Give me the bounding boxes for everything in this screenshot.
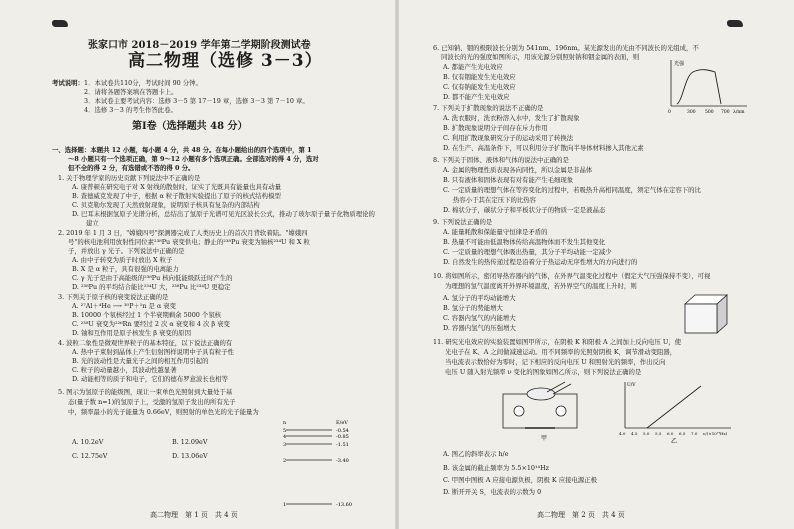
q11-voltage-chart (615, 378, 735, 444)
level-n: 1 (283, 502, 287, 508)
q6-stem: 同波长的光的强度如图所示，用该光源分别照射钠和铟金属的表面，则 (441, 53, 640, 61)
fig-yi-label: 乙 (671, 438, 678, 444)
q11-option: C. 甲图中图极 A 应接电源负极，阴极 K 应接电源正极 (443, 476, 598, 484)
level-n-header: n (283, 420, 287, 426)
q2-stem: 子，并放出 γ 光子。下列说法中正确的是 (68, 247, 185, 255)
q5-option: C. 12.75eV (72, 452, 108, 460)
chart-xtick: 6.5 (679, 431, 686, 436)
q4-option: A. 热中子束射到晶体上产生衍射图样说明中子具有粒子性 (72, 348, 235, 356)
note-line: 4．选修 3－3 的考生作答此卷。 (84, 106, 177, 114)
energy-value: -0.54 (336, 428, 349, 434)
chart-xtick: 700 (721, 110, 730, 115)
q11-stem: 11. 研究光电效应的实验装置如图甲所示，在阴极 K 和阳极 A 之间加上反向电压 U，使 (433, 338, 682, 346)
instruction-line: 一、选择题：本题共 12 小题，每小题 4 分，共 48 分。在每小题给出的四个选项中，第 1 (52, 146, 312, 154)
chart-xtick: 5.0 (643, 431, 650, 436)
q8-option-cont: 热容小于其在定压下的比热容 (453, 196, 537, 204)
q3-stem: 3. 下列关于原子核的衰变说法正确的是 (58, 293, 169, 301)
level-n: 3 (283, 442, 287, 448)
q6-stem: 6. 已知钠、铟的极限波长分别为 541nm、196nm。某光源发出的光由不同波长的光组成，不 (433, 44, 699, 52)
q2-stem: 号"的核电池利用放射性同位素²³⁸Pu 衰变供电；静止的²³⁸Pu 衰变为铀核²³⁴U 和 X 粒 (68, 238, 310, 246)
q3-option: B. 10000 个氡核经过 1 个半衰期剩余 5000 个氡核 (72, 311, 222, 319)
chart-xtick: 0 (668, 110, 671, 115)
chart-xunit: λ/nm (733, 110, 745, 115)
subject-title: 高二物理（选修 3－3） (128, 51, 323, 71)
chart-xlabel: ν/(×10¹⁴Hz) (703, 431, 728, 436)
q2-option: D. ²³⁸Pu 的平均结合能比²³⁴U 大，²³⁸Pu 比²³⁴U 更稳定 (72, 283, 231, 291)
right-page (397, 0, 794, 529)
instruction-line: ～8 小题只有一个选项正确，第 9～12 小题有多个选项正确。全部选对的得 4 分，选对 (68, 155, 319, 163)
q9-stem: 9. 下列说法正确的是 (433, 218, 493, 226)
chart-xtick: 300 (687, 110, 696, 115)
instruction-line: 但不全的得 2 分，有选错或不答的得 0 分。 (68, 164, 195, 172)
fig-jia-label: 甲 (541, 435, 548, 442)
q5-option: A. 10.2eV (72, 438, 104, 446)
q8-option: A. 金属的物理性质表现各向同性，所以金属是非晶体 (443, 166, 593, 174)
q4-option: C. 粒子的动量越小，其波动性越显著 (72, 366, 177, 374)
q8-stem: 8. 下列关于固体、液体和气体的说法中正确的是 (433, 156, 569, 164)
q7-option: A. 洗衣服时，洗衣粉溶入水中，发生了扩散现象 (443, 114, 580, 122)
q5-stem: 态(量子数 n=1)的氢原子上，受激的氢原子发出的所有光子 (68, 398, 236, 406)
q4-option: D. 动能相等的质子和电子，它们的德布罗意波长也相等 (72, 375, 228, 383)
q8-option: D. 棉状分子，碳状分子和平板状分子的物质一定是液晶态 (443, 206, 606, 214)
corner-mark-icon (727, 20, 743, 27)
chart-xtick: 500 (705, 110, 714, 115)
q1-option-cont: 建立 (86, 219, 99, 227)
q10-option: B. 氢分子的势能增大 (443, 304, 503, 312)
q10-option: D. 容器内氢气的压强增大 (443, 324, 516, 332)
level-n: 4 (283, 434, 287, 440)
q5-option: D. 13.06eV (172, 452, 208, 460)
note-line: 2．请将各题答案填在答题卡上。 (84, 88, 178, 96)
chart-xtick: 6.0 (667, 431, 674, 436)
level-n: 5 (283, 428, 287, 434)
q6-option: B. 仅有铟能发生光电效应 (443, 73, 516, 81)
q10-container-cube (681, 292, 731, 336)
q11-option: A. 图乙的斜率表示 h/e (443, 450, 509, 458)
q4-option: B. 光的波动性是大量光子之间的相互作用引起的 (72, 357, 209, 365)
q7-stem: 7. 下列关于扩散现象的说法不正确的是 (433, 104, 544, 112)
q11-stem: 光电子在 K、A 之间做减速运动。用不同频率的光照射阴极 K，调节滑动变阻器， (445, 348, 677, 356)
energy-value: -3.40 (336, 458, 349, 464)
page-footer: 高二物理 第 1 页 共 4 页 (150, 511, 238, 519)
q10-stem: 10. 将如图所示，密闭导热容器内的气体，在外界气温变化过程中（假定大气压强保持不变），可视 (433, 272, 711, 280)
q11-option: B. 该金属的截止频率为 5.5×10¹⁴Hz (443, 464, 550, 472)
q9-option: C. 一定质量的理想气体吸出热量，其分子平均动能一定减少 (443, 248, 612, 256)
q1-option: D. 巴耳末根据氢原子光谱分析，总结出了氢原子光谱可见光区波长公式，推动了玻尔原子量子化物质理论的 (72, 210, 375, 218)
q1-stem: 1. 关于物理学家的历史贡献下列说法中不正确的是 (58, 174, 201, 182)
q5-stem: 中，频率最小的光子能量为 0.66eV，则照射的单色光的光子能量为 (68, 408, 259, 416)
q10-stem: 为理想的氢气温度离开外界环境温度，若外界空气的温度上升时，则 (445, 282, 637, 290)
q3-option: C. ²³⁸U 衰变为²²⁶Rn 要经过 2 次 α 衰变和 4 次 β 衰变 (72, 320, 230, 328)
q3-option: D. 铀和互作用是原子核发生 β 衰变的原因 (72, 329, 191, 337)
q11-circuit-diagram (495, 380, 605, 442)
energy-value: -0.85 (336, 434, 349, 440)
q8-option: B. 只有液体和固体表现有对有能产生毛细现象 (443, 176, 574, 184)
q10-option: A. 氢分子的平均动能增大 (443, 294, 516, 302)
q9-option: A. 能量耗散和保能量守恒律是矛盾的 (443, 228, 548, 236)
energy-header: E/eV (336, 420, 348, 426)
q11-stem: 电压 U 随入射光频率 ν 变化的图象如图乙所示，则下列说法正确的是 (445, 368, 642, 376)
q7-option: B. 扩散现象说明分子间存在斥力作用 (443, 124, 548, 132)
q11-option: D. 断开开关 S，电流表的示数为 0 (443, 488, 542, 496)
q2-option: A. 由中子转变为质子时放出 X 粒子 (72, 256, 173, 264)
note-line: 1．本试卷共110分，考试时间 90 分钟。 (84, 79, 202, 87)
q10-option: C. 容器内氢气的内能增大 (443, 314, 516, 322)
section-title: 第Ⅰ卷（选择题共 48 分） (132, 121, 248, 132)
chart-ylabel: U/V (627, 383, 636, 388)
q2-stem: 2. 2019 年 1 月 3 日，"嫦娥四号"探测器完成了人类历史上的首次月背软着陆。"嫦娥四 (58, 229, 308, 237)
q7-option: D. 在生产、高温条件下，可以利用分子扩散向半导体材料掺入其他元素 (443, 144, 644, 152)
q6-option: C. 仅有钠能发生光电效应 (443, 83, 516, 91)
exam-title: 张家口市 2018－2019 学年第二学期阶段测试卷 (88, 40, 311, 51)
note-line: 3．本试卷主要考试内容：选修 3－5 第 17－19 章，选修 3－3 第 7－10 章。 (84, 97, 309, 105)
energy-value: -13.60 (336, 502, 353, 508)
q1-option: B. 查德威克发现了中子，根据 α 粒子散射实验提出了原子的核式结构模型 (72, 192, 281, 200)
energy-value: -1.51 (336, 442, 349, 448)
notes-label: 考试说明： (52, 79, 84, 87)
chart-ylabel: 光强 (674, 61, 685, 67)
q1-option: A. 康普顿在研究电子对 X 射线的散射时，证实了光既具有能量也具有动量 (72, 183, 282, 191)
q8-option: C. 一定质量的理想气体在等容变化的过程中，若吸热升高相同温度，须定气体在定容下的比 (443, 186, 701, 194)
chart-xtick: 4.0 (619, 431, 626, 436)
q2-option: C. γ 光子是由于高能级的²³⁸Pu 核向低能级跃迁时产生的 (72, 274, 233, 282)
page-footer: 高二物理 第 2 页 共 4 页 (537, 511, 625, 519)
q3-option: A. ²⁷Al＋⁴He ⟶ ³⁰P＋¹n 是 α 衰变 (72, 302, 177, 310)
q1-option: C. 贝克勒尔发现了天然放射现象，说明原子核具有复杂的内部结构 (72, 201, 260, 209)
q5-option: B. 12.09eV (172, 438, 208, 446)
q9-option: D. 自然发生的热传递过程是沿着分子热运动无序性增大的方向进行的 (443, 258, 638, 266)
q4-stem: 4. 波粒二象性是微观世界粒子的基本特征，以下说法正确的有 (58, 339, 233, 347)
chart-xtick: 7.0 (691, 431, 698, 436)
q7-option: C. 利用扩散现象研究分子的运动采用了转换法 (443, 134, 574, 142)
q6-option: A. 都能产生光电效应 (443, 63, 503, 71)
energy-level-diagram (282, 418, 368, 510)
corner-mark-icon (52, 20, 68, 27)
q5-stem: 5. 图示为氢原子的能级图，现让一束单色光照射到大量处于基 (58, 388, 233, 396)
q11-stem: 当电流表示数恰好为零时，记下相应的反向电压 U 和照射光的频率，作出反向 (445, 358, 666, 366)
q6-intensity-chart (663, 56, 751, 116)
q2-option: B. X 是 α 粒子，具有很强的电离能力 (72, 265, 179, 273)
q6-option: D. 都不能产生光电效应 (443, 93, 510, 101)
level-n: 2 (283, 458, 287, 464)
q9-option: B. 热量不可能由低温物体传给高温物体而不发生其他变化 (443, 238, 606, 246)
chart-xtick: 5.5 (655, 431, 662, 436)
chart-xtick: 4.5 (631, 431, 638, 436)
